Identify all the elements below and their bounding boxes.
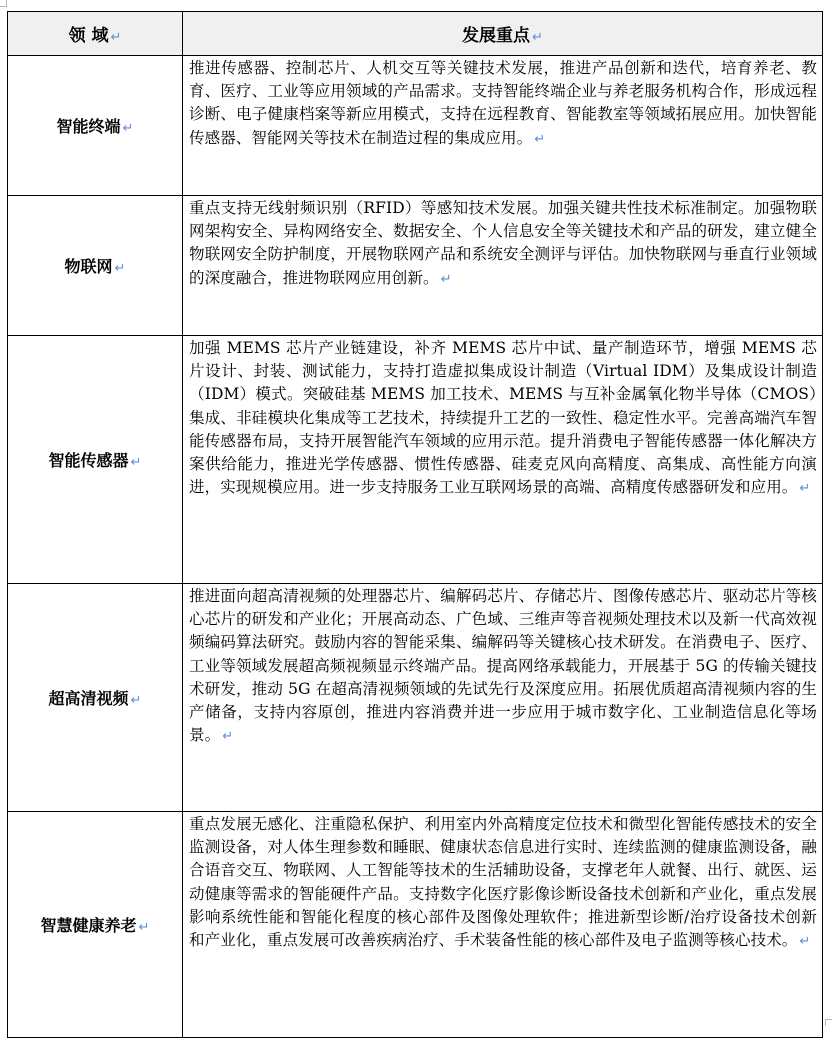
domain-cell: 智能终端 ↵ [8, 56, 183, 196]
paragraph-mark-icon: ↵ [122, 121, 134, 136]
focus-cell: 重点发展无感化、注重隐私保护、利用室内外高精度定位技术和微型化智能传感技术的安全监测设备，对人体生理参数和睡眠、健康状态信息进行实时、连续监测的健康监测设备，融合语音交互、物联网、人工智能等技术的生活辅助设备，支撑老年人就餐、出行、就医、运动健康等需求的智能硬件产品。支持数字化医疗影像诊断设备技术创新和产业化，重点发展影响系统性能和智能化程度的核心部件及图像处理软件；推进新型诊断/治疗设备技术创新和产业化，重点发展可改善疾病治疗、手术装备性能的核心部件及电子监测等核心技术。 ↵ [183, 812, 823, 1038]
domain-cell: 超高清视频 ↵ [8, 584, 183, 812]
domain-cell: 智慧健康养老 ↵ [8, 812, 183, 1038]
focus-cell: 推进面向超高清视频的处理器芯片、编解码芯片、存储芯片、图像传感芯片、驱动芯片等核心芯片的研发和产业化；开展高动态、广色域、三维声等音视频处理技术以及新一代高效视频编码算法研究。鼓励内容的智能采集、编解码等关键核心技术研发。在消费电子、医疗、工业等领域发展超高频视频显示终端产品。提高网络承载能力，开展基于 5G 的传输关键技术研发，推动 5G 在超高清视频领域的先试先行及深度应用。拓展优质超高清视频内容的生产储备，支持内容原创，推进内容消费并进一步应用于城市数字化、工业制造信息化等场景。 ↵ [183, 584, 823, 812]
paragraph-mark-icon: ↵ [138, 920, 150, 935]
paragraph-mark-icon: ↵ [222, 729, 234, 745]
page-corner-mark-bottom-right [825, 1019, 832, 1026]
paragraph-mark-icon: ↵ [114, 261, 126, 276]
development-focus-table [7, 11, 823, 1038]
focus-cell: 重点支持无线射频识别（RFID）等感知技术发展。加强关键共性技术标准制定。加强物联网架构安全、异构网络安全、数据安全、个人信息安全等关键技术和产品的研发，建立健全物联网安全防护制度，开展物联网产品和系统安全测评与评估。加快物联网与垂直行业领域的深度融合，推进物联网应用创新。 ↵ [183, 196, 823, 336]
header-focus: 发展重点 ↵ [183, 12, 823, 56]
table-row [8, 196, 823, 336]
focus-cell: 加强 MEMS 芯片产业链建设，补齐 MEMS 芯片中试、量产制造环节，增强 MEMS 芯片设计、封装、测试能力，支持打造虚拟集成设计制造（Virtual IDM）及集成设计制造（IDM）模式。突破硅基 MEMS 加工技术、MEMS 与互补金属氧化物半导体（CMOS）集成、非硅模块化集成等工艺技术，持续提升工艺的一致性、稳定性水平。完善高端汽车智能传感器布局，支持开展智能汽车领域的应用示范。提升消费电子智能传感器一体化解决方案供给能力，推进光学传感器、惯性传感器、硅麦克风向高精度、高集成、高性能方向演进，实现规模应用。进一步支持服务工业互联网场景的高端、高精度传感器研发和应用。 ↵ [183, 336, 823, 584]
paragraph-mark-icon: ↵ [130, 455, 142, 470]
paragraph-mark-icon: ↵ [440, 271, 452, 287]
page-corner-mark-top-left [0, 0, 7, 7]
table-row [8, 584, 823, 812]
table-row [8, 56, 823, 196]
paragraph-mark-icon: ↵ [130, 693, 142, 708]
paragraph-mark-icon: ↵ [799, 934, 811, 950]
paragraph-mark-icon: ↵ [110, 30, 122, 45]
focus-cell: 推进传感器、控制芯片、人机交互等关键技术发展，推进产品创新和迭代，培育养老、教育、医疗、工业等应用领域的产品需求。支持智能终端企业与养老服务机构合作，形成远程诊断、电子健康档案等新应用模式，支持在远程教育、智能教室等领域拓展应用。加快智能传感器、智能网关等技术在制造过程的集成应用。 ↵ [183, 56, 823, 196]
domain-cell: 物联网 ↵ [8, 196, 183, 336]
domain-cell: 智能传感器 ↵ [8, 336, 183, 584]
paragraph-mark-icon: ↵ [799, 481, 811, 497]
paragraph-mark-icon: ↵ [532, 30, 543, 45]
table-row [8, 812, 823, 1038]
paragraph-mark-icon: ↵ [534, 131, 546, 147]
header-domain: 领 域 ↵ [8, 12, 183, 56]
table-row [8, 336, 823, 584]
header-row [8, 12, 823, 56]
